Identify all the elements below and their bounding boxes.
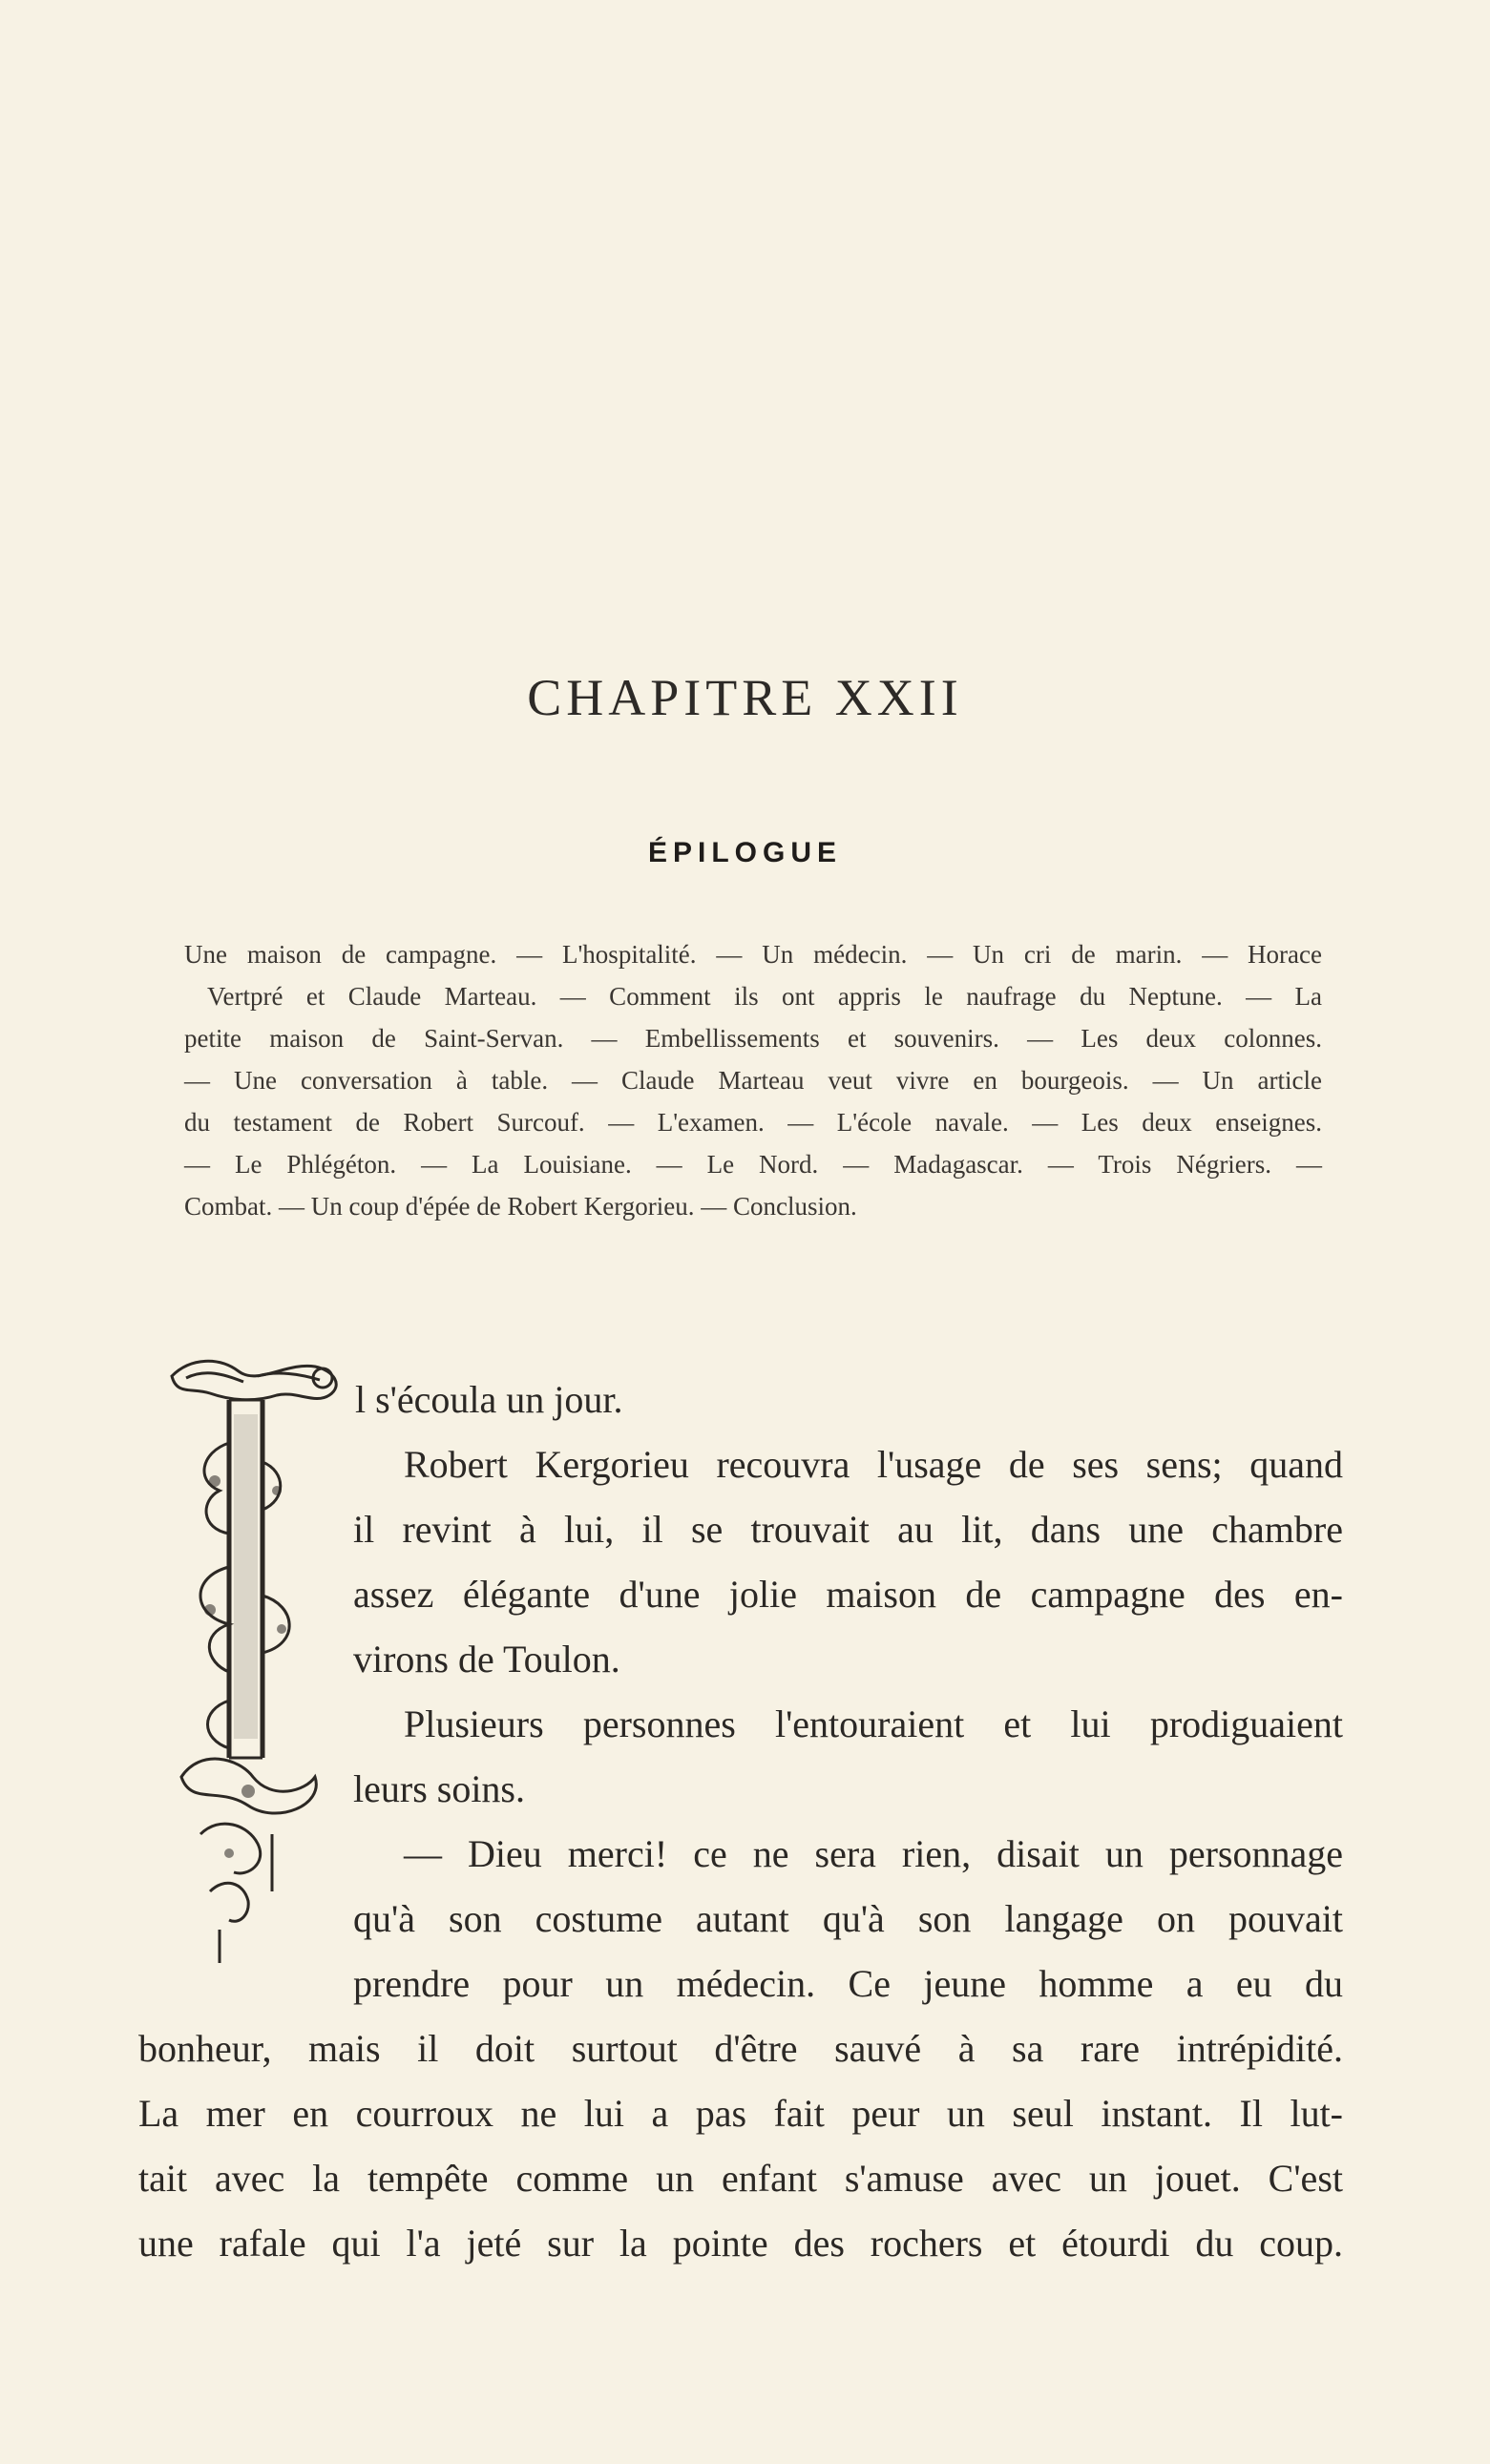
body-line: bonheur, mais il doit surtout d'être sauvé à sa rare intrépidité. [138, 2027, 1343, 2070]
body-line: qu'à son costume autant qu'à son langage on pouvait [353, 1897, 1343, 1940]
body-line: assez élégante d'une jolie maison de campagne des en- [353, 1573, 1343, 1616]
body-line: Robert Kergorieu recouvra l'usage de ses sens; quand [404, 1443, 1343, 1486]
chapter-summary [184, 933, 1322, 1227]
chapter-title: CHAPITRE XXII [527, 669, 963, 726]
body-line: l s'écoula un jour. [355, 1378, 623, 1421]
body-line: une rafale qui l'a jeté sur la pointe des rochers et étourdi du coup. [138, 2222, 1343, 2265]
body-line: Plusieurs personnes l'entouraient et lui prodiguaient [404, 1702, 1343, 1745]
summary-line: petite maison de Saint-Servan. — Embellissements et souvenirs. — Les deux colonnes. [184, 1024, 1322, 1053]
body-line: leurs soins. [353, 1767, 525, 1810]
summary-line: Une maison de campagne. — L'hospitalité. — Un médecin. — Un cri de marin. — Horace [184, 940, 1322, 969]
summary-line: Combat. — Un coup d'épée de Robert Kergorieu. — Conclusion. [184, 1192, 857, 1221]
summary-line: — Le Phlégéton. — La Louisiane. — Le Nord. — Madagascar. — Trois Négriers. — [184, 1150, 1322, 1179]
body-line: il revint à lui, il se trouvait au lit, dans une chambre [353, 1508, 1343, 1551]
summary-line: — Une conversation à table. — Claude Marteau veut vivre en bourgeois. — Un article [184, 1066, 1322, 1095]
body-line: tait avec la tempête comme un enfant s'amuse avec un jouet. C'est [138, 2157, 1343, 2200]
body-line: prendre pour un médecin. Ce jeune homme a eu du [353, 1962, 1343, 2005]
body-line: — Dieu merci! ce ne sera rien, disait un personnage [404, 1832, 1343, 1875]
body-text [138, 1368, 1343, 2276]
body-line: virons de Toulon. [353, 1638, 620, 1681]
chapter-subtitle: ÉPILOGUE [647, 837, 843, 868]
summary-line: Vertpré et Claude Marteau. — Comment ils ont appris le naufrage du Neptune. — La [207, 982, 1322, 1011]
body-line: La mer en courroux ne lui a pas fait peur un seul instant. Il lut- [138, 2092, 1343, 2135]
summary-line: du testament de Robert Surcouf. — L'examen. — L'école navale. — Les deux enseignes. [184, 1108, 1322, 1137]
